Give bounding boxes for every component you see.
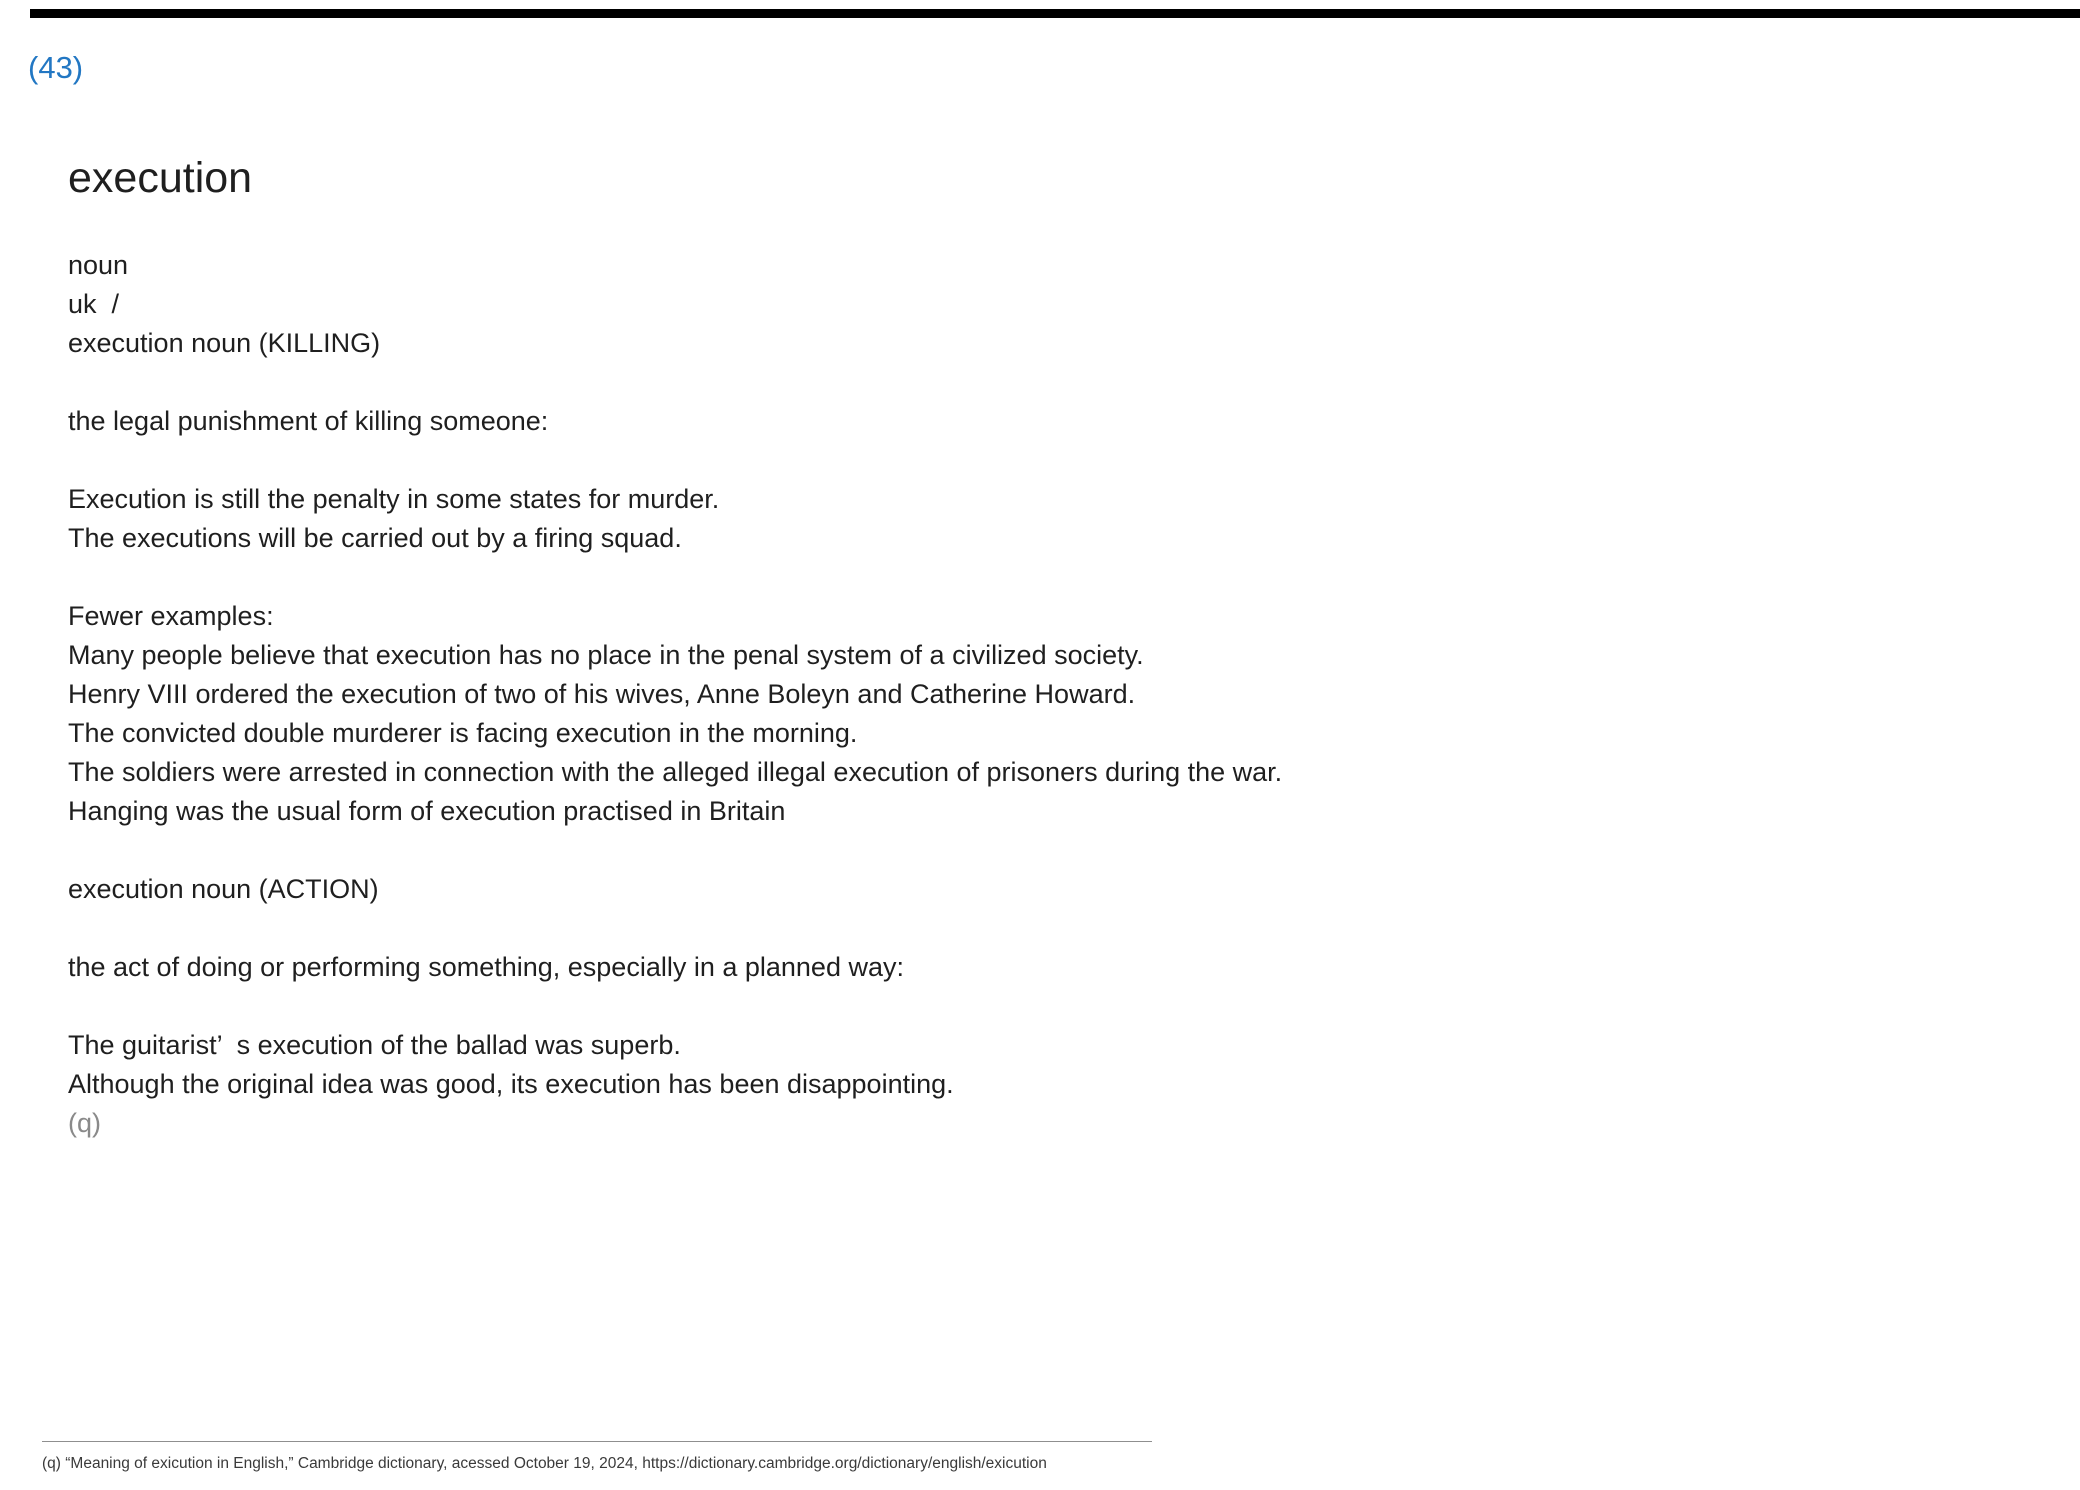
citation-mark: (q) [68, 1108, 101, 1138]
slide-number: (43) [28, 50, 84, 85]
footnote-divider [42, 1441, 1152, 1442]
top-divider-bar [30, 9, 2080, 18]
fewer-examples-block [68, 597, 1828, 831]
sense2-definition: the act of doing or performing something, especially in a planned way: [68, 952, 904, 982]
sense1-definition: the legal punishment of killing someone: [68, 406, 549, 436]
example-line: Many people believe that execution has no place in the penal system of a civilized society. [68, 640, 1144, 670]
example-line: Henry VIII ordered the execution of two of his wives, Anne Boleyn and Catherine Howard. [68, 679, 1136, 709]
example-line: The convicted double murderer is facing execution in the morning. [68, 718, 858, 748]
part-of-speech: noun [68, 250, 129, 280]
footnote-area [42, 1441, 1152, 1474]
example-line: Although the original idea was good, its execution has been disappointing. [68, 1069, 954, 1099]
example-line: Execution is still the penalty in some states for murder. [68, 484, 720, 514]
sense1-examples [68, 480, 1828, 558]
fewer-examples-label: Fewer examples: [68, 601, 274, 631]
footnote-text: (q) “Meaning of exicution in English,” Cambridge dictionary, acessed October 19, 2024, https://dictionary.cambridge.org/dictionary/english/exicution [42, 1455, 1047, 1472]
example-line: The executions will be carried out by a firing squad. [68, 523, 682, 553]
pronunciation: uk / [68, 289, 120, 319]
sense1-definition-block [68, 402, 1828, 441]
sense2-examples [68, 1026, 1828, 1143]
sense2-label-block [68, 870, 1828, 909]
entry-meta [68, 246, 1828, 363]
example-line: Hanging was the usual form of execution practised in Britain [68, 796, 786, 826]
sense1-label: execution noun (KILLING) [68, 328, 381, 358]
example-line: The soldiers were arrested in connection with the alleged illegal execution of prisoners during the war. [68, 757, 1283, 787]
headword: execution [68, 154, 253, 202]
sense2-definition-block [68, 948, 1828, 987]
dictionary-entry [68, 152, 1828, 1182]
sense2-label: execution noun (ACTION) [68, 874, 379, 904]
example-line: The guitarist’ s execution of the ballad was superb. [68, 1030, 681, 1060]
